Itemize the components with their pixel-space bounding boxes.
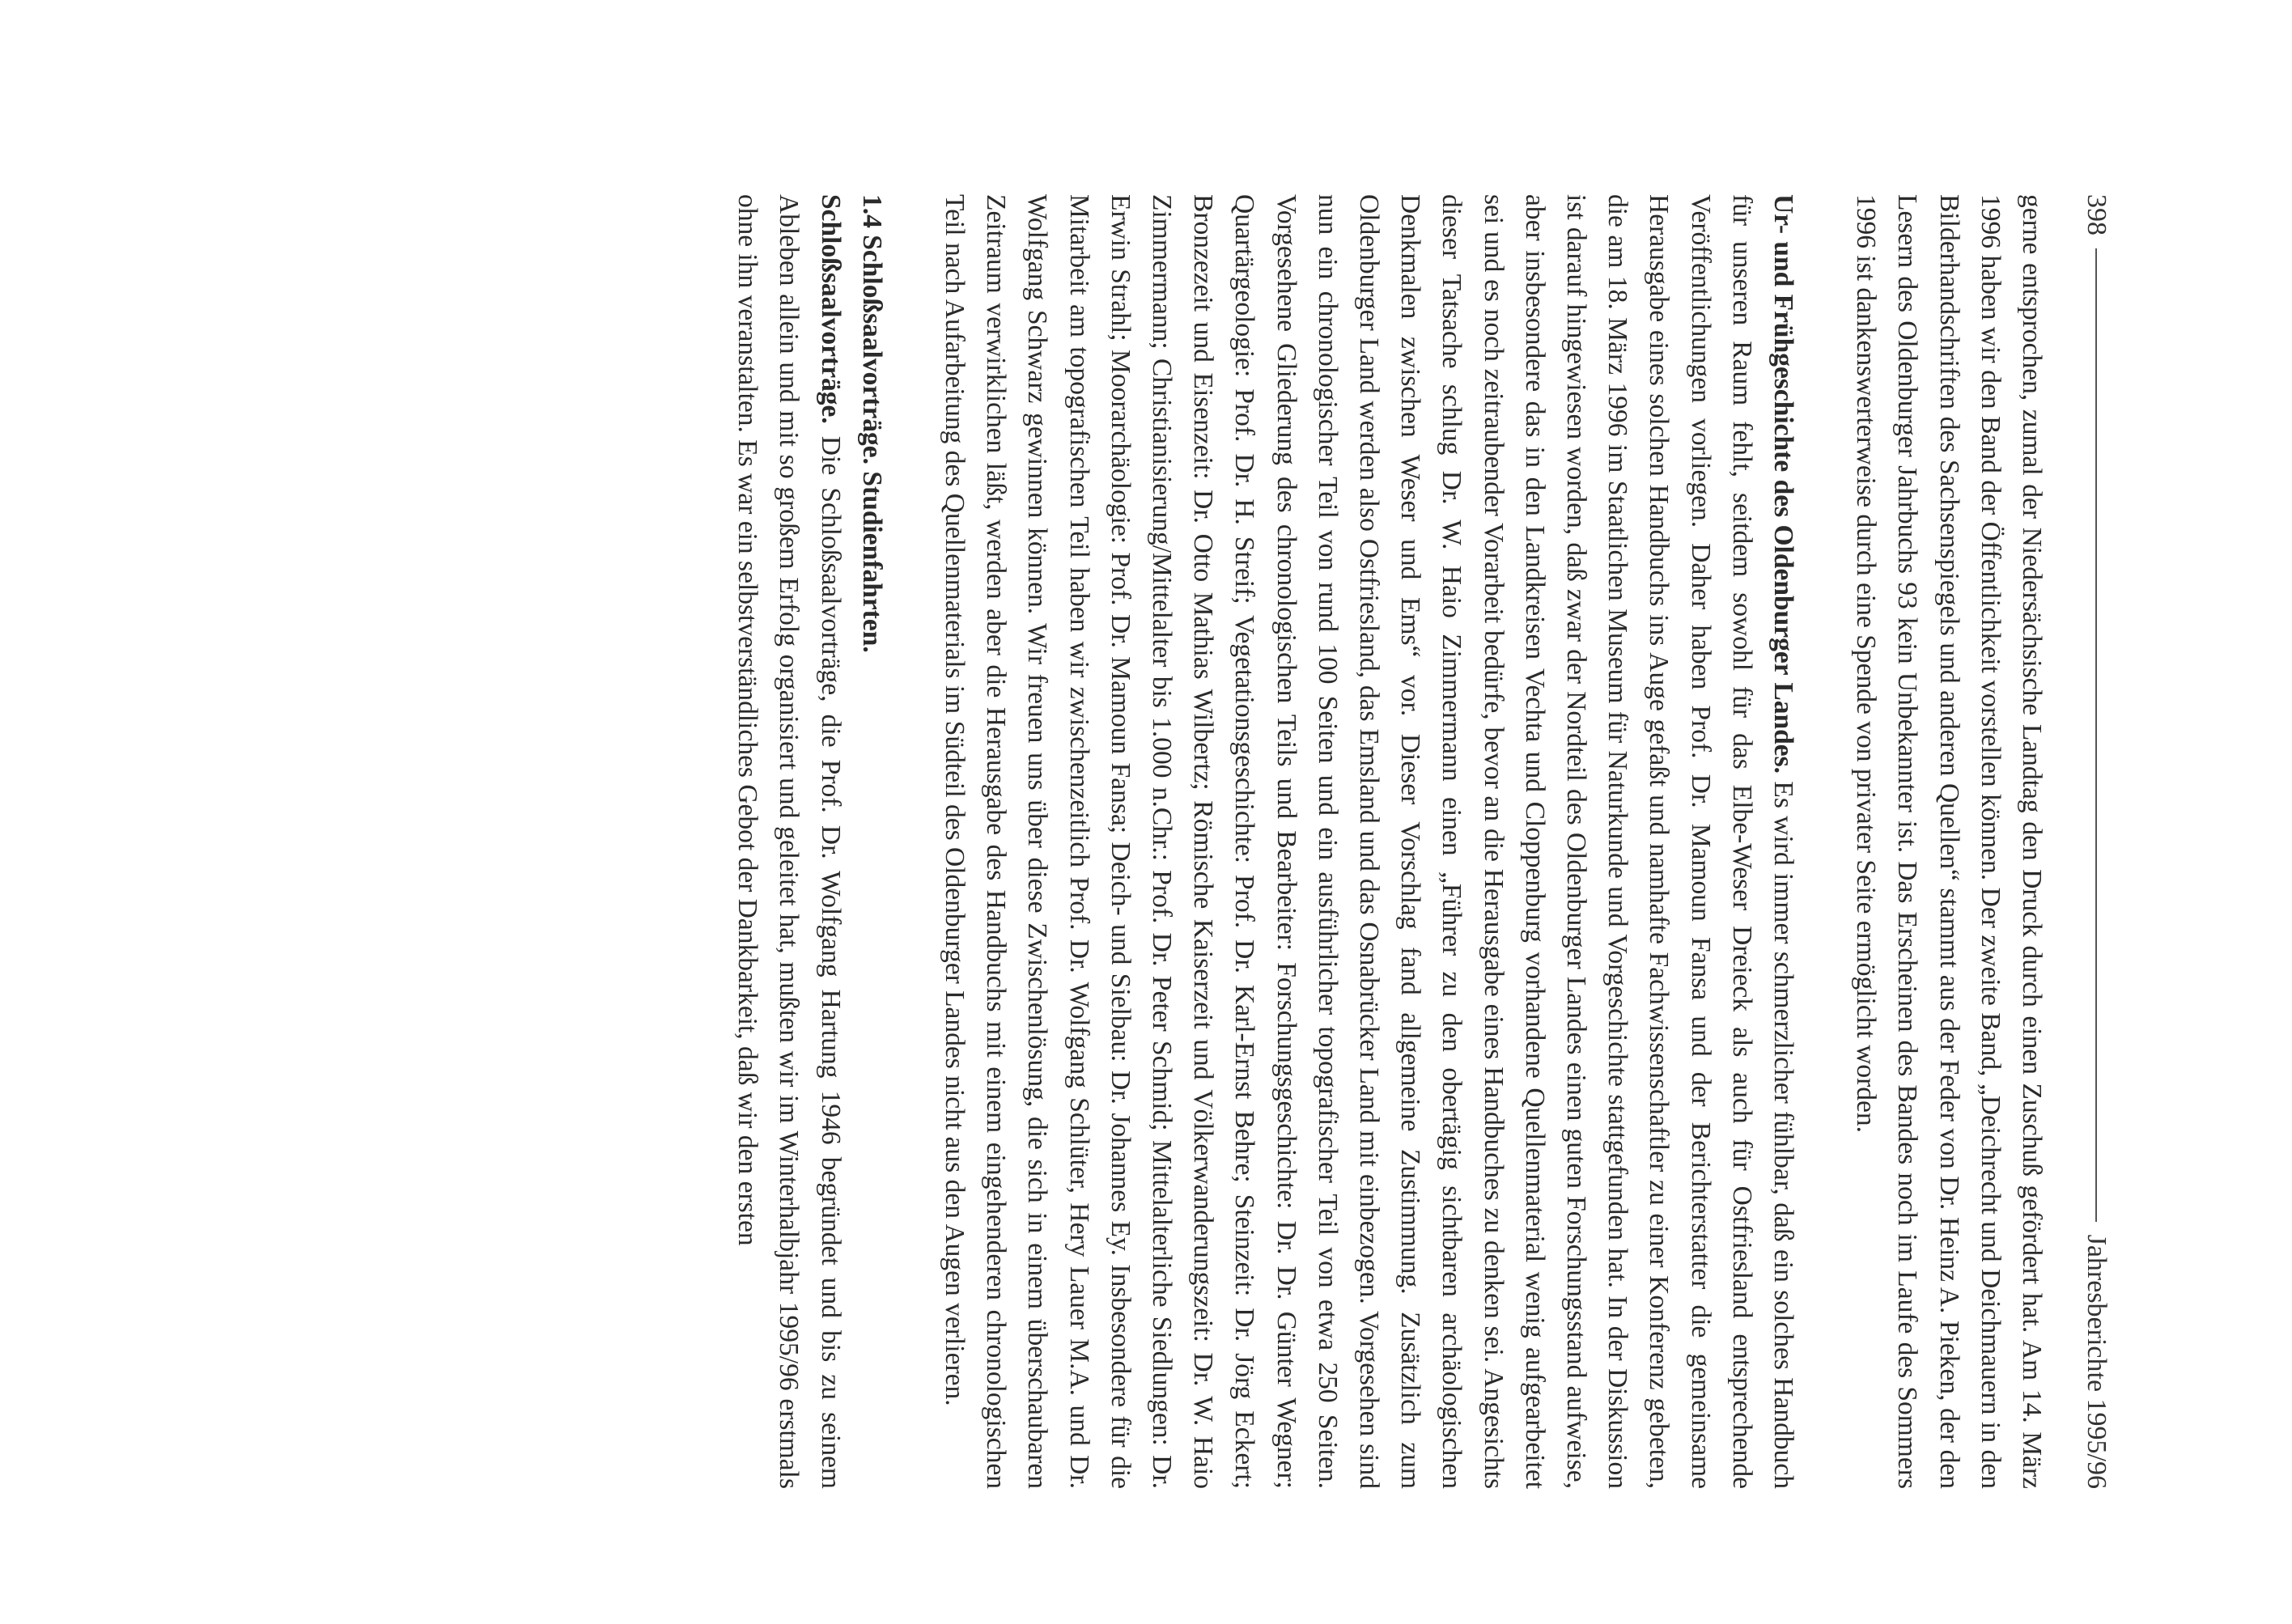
paragraph-title: Schloßsaalvorträge. (815, 194, 846, 424)
paragraph-title: Ur- und Frühgeschichte des Oldenburger Landes. (1768, 194, 1798, 774)
paragraph-text: Die Schloßsaalvorträge, die Prof. Dr. Wolfgang Hartung 1946 begründet und bis zu seinem Ableben allein und mit so großem Erfolg organisiert und geleitet hat, mußten wir im Winterhalbjahr 1995/96 erstmals ohne ihn veranstalten. Es war ein selbstverständliches Gebot der Dankbarkeit, daß wir den ersten (732, 194, 846, 1489)
running-head: Jahresberichte 1995/96 (2082, 1234, 2112, 1489)
section-heading: 1.4 Schloßsaalvorträge. Studienfahrten. (856, 194, 887, 653)
section-block (727, 194, 893, 1489)
rotated-page-content (219, 194, 2120, 1489)
page-number: 398 (2082, 194, 2112, 235)
paragraph-text: Es wird immer schmerzlicher fühlbar, daß ein solches Handbuch für unseren Raum fehlt, seitdem sowohl für das Elbe-Weser Dreieck als auch für Ostfriesland entsprechende Veröffentlichungen vorliegen. Daher haben Prof. Dr. Mamoun Fansa und der Berichterstatter die gemeinsame Herausgabe eines solchen Handbuchs ins Auge gefaßt und namhafte Fachwissenschaftler zu einer Konferenz gebeten, die am 18. März 1996 im Staatlichen Museum für Naturkunde und Vorgeschichte stattgefunden hat. In der Diskussion ist darauf hingewiesen worden, daß zwar der Nordteil des Oldenburger Landes einen guten Forschungsstand aufweise, aber insbesondere das in den Landkreisen Vechta und Cloppenburg vorhandene Quellenmaterial wenig aufgearbeitet sei und es noch zeitraubender Vorarbeit bedürfe, bevor an die Herausgabe eines Handbuches zu denken sei. Angesichts dieser Tatsache schlug Dr. W. Haio Zimmermann einen „Führer zu den obertägig sichtbaren archäologischen Denkmalen zwischen Weser und Ems“ vor. Dieser Vorschlag fand allgemeine Zustimmung. Zusätzlich zum Oldenburger Land werden also Ostfriesland, das Emsland und das Osnabrücker Land mit einbezogen. Vorgesehen sind nun ein chronologischer Teil von rund 100 Seiten und ein ausführlicher topografischer Teil von etwa 250 Seiten. Vorgesehene Gliederung des chronologischen Teils und Bearbeiter: Forschungsgeschichte: Dr. Dr. Günter Wegner; Quartärgeologie: Prof. Dr. H. Streif; Vegetationsgeschichte: Prof. Dr. Karl-Ernst Behre; Steinzeit: Dr. Jörg Eckert; Bronzezeit und Eisenzeit: Dr. Otto Mathias Wilbertz; Römische Kaiserzeit und Völkerwanderungszeit: Dr. W. Haio Zimmermann; Christianisierung/Mittelalter bis 1.000 n.Chr.: Prof. Dr. Peter Schmid; Mittelalterliche Siedlungen: Dr. Erwin Strahl; Moorarchäologie: Prof. Dr. Mamoun Fansa; Deich- und Sielbau: Dr. Johannes Ey. Insbesondere für die Mitarbeit am topografischen Teil haben wir zwischenzeitlich Prof. Dr. Wolfgang Schlüter, Hery Lauer M.A. und Dr. Wolfgang Schwarz gewinnen können. Wir freuen uns über diese Zwischenlösung, die sich in einem überschaubaren Zeitraum verwirklichen läßt, werden aber die Herausgabe des Handbuchs mit einem eingehenderen chronologischen Teil nach Aufarbeitung des Quellenmaterials im Südteil des Oldenburger Landes nicht aus den Augen verlieren. (939, 194, 1798, 1489)
page-header (2072, 194, 2120, 1489)
paragraph-continuation (1845, 194, 2052, 1489)
paragraph-text: gerne entsprochen, zumal der Niedersächsische Landtag den Druck durch einen Zuschuß gefördert hat. Am 14. März 1996 haben wir den Band der Öffentlichkeit vorstellen können. Der zweite Band, „Deichrecht und Deichmauern in den Bilderhandschriften des Sachsenspiegels und anderen Quellen“ stammt aus der Feder von Dr. Heinz A. Pieken, der den Lesern des Oldenburger Jahrbuchs 93 kein Unbekannter ist. Das Erscheinen des Bandes noch im Laufe des Sommers 1996 ist dankenswerterweise durch eine Spende von privater Seite ermöglicht worden. (1851, 194, 2047, 1489)
paragraph-ur-fruehgeschichte (934, 194, 1804, 1489)
page-body (727, 194, 2052, 1489)
header-rule (2095, 248, 2097, 1222)
